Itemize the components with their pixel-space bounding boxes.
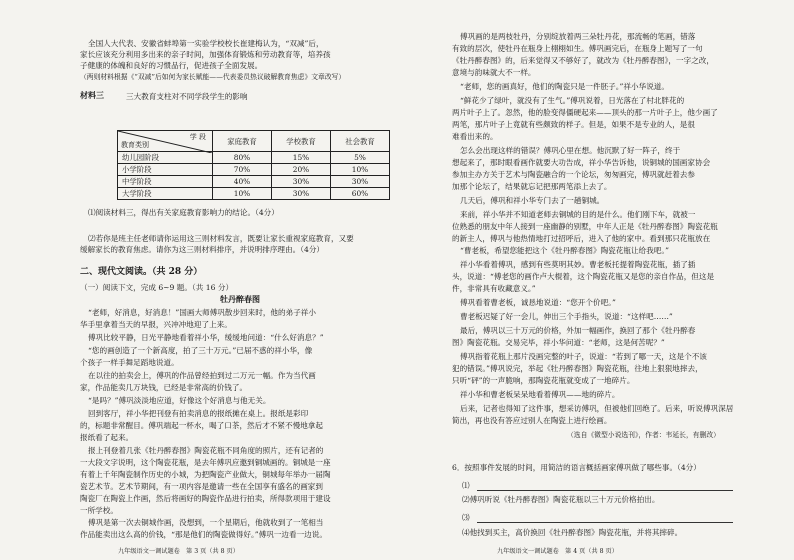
story-line: 傅巩比较平静，日光平静地看着祥小华，缓缓地问道：“什么好消息？” [88,333,324,342]
diag-stage-label: 学 段 [189,133,206,141]
story-line: 加那个论坛了，结果就忘记把那两笔添上去了。 [452,182,612,191]
story-line: “是吗？”傅巩淡淡地应道，好像这个好消息与他无关。 [88,396,271,405]
q6-item-4: ⑷他找到买主，高价换回《牡丹醉春图》陶瓷花瓶，并将其摔碎。 [462,528,683,537]
story-line: 件，非常具有收藏意义。” [452,284,536,293]
story-line: 只听“砰”的一声脆响，那陶瓷花瓶就变成了一地碎片。 [452,376,635,385]
story-line: 一大段文字说明，这个陶瓷花瓶，是去年傅巩应邀到铜城画的。铜城是一座 [80,458,331,467]
story-line: 在以往的拍卖会上，傅巩的作品曾经拍到过二万元一幅。作为当代画 [88,371,316,380]
table-cell: 30% [272,176,331,188]
table-row [118,176,390,188]
q6-item-2: ⑵傅巩听说《牡丹醉春图》陶瓷花瓶以三十万元价格拍出。 [462,495,660,504]
material2-line: 全国人大代表、安徽省蚌埠第一实验学校校长崔建梅认为，“双减”后， [88,39,324,48]
table-row [118,164,390,176]
table-cell: 小学阶段 [118,164,213,176]
table-cell: 10% [213,188,272,200]
story-line: 图》陶瓷花瓶。交易完毕，祥小华问道：“老师，这是何苦呢？” [452,338,665,347]
subsection-heading: （一）阅读下文，完成 6~9 题。（共 16 分） [80,283,234,292]
right-page [397,0,794,560]
table-cell: 10% [331,164,390,176]
story-line: 两片叶子上了。忽然，他的脸变得僵硬起来——顶头的那一片叶子上，他少画了 [452,108,718,117]
question-1: ⑴阅读材料三，得出有关家庭教育影响力的结论。（4分） [88,208,279,217]
story-line: 家，作品能卖几万块钱，已经是非常高的价钱了。 [80,383,248,392]
story-line: 华手里拿着当天的早报，兴冲冲地迎了上来。 [80,320,232,329]
table-cell: 30% [272,188,331,200]
page-footer: 九年级语文一调试题卷 第 4 页（共 8 页） [497,548,618,555]
story-line: 傅巩看着曹老板，诚恳地说道：“您开个价吧。” [460,298,616,307]
story-line: 想起来了，那时眼看画作就要大功告成，祥小华告诉他，说铜城的国画家协会 [452,158,711,167]
story-line: 两笔，那片叶子上竟就有些颇致的样子。但是，如果不是专业的人，是很 [452,120,695,129]
section-heading: 二、现代文阅读。（共 28 分） [80,267,203,277]
table-cell: 中学阶段 [118,176,213,188]
table-diagonal-header [118,131,213,152]
story-line: 作品能卖出这么高的价钱，“那是他们的陶瓷做得好。”傅巩一边看一边说。 [80,530,327,539]
story-line: 参加主办方关于艺术与陶瓷融合的一个论坛，匆匆画完，傅巩就赶着去参 [452,170,695,179]
table-cell: 40% [213,176,272,188]
q6-answer-line-3[interactable] [477,522,733,523]
question-2-line: 缓解家长的教育焦虑。请你为这三则材料排序，并说明排序理由。（4分） [80,245,325,254]
question-2-line: ⑵若你是班主任老师请你运用这三则材料发言，既要让家长重视家庭教育，又要 [88,234,354,243]
story-line: 的，标题非常醒目。傅巩端起一杯水，喝了口茶，然后才不紧不慢地拿起 [80,421,323,430]
story-line: 报上刊登着几张《牡丹醉春图》陶瓷花瓶不同角度的照片，还有记者的 [88,446,324,455]
story-line: 瓷艺术节。艺术节期间，有一项内容是邀请一些在全国享有盛名的画家到 [80,482,323,491]
story-line: 的新主人，傅巩与他热情地打过招呼后，进入了他的家中。看到那只花瓶放在 [452,234,711,243]
story-line: 怎么会出现这样的错误？傅巩心里在想。他沉默了好一阵子，终于 [460,146,681,155]
story-line: 有致的层次，使牡丹在瓶身上栩栩如生。傅巩画完后，在瓶身上题写了一句 [452,44,703,53]
material2-line: 家长应该充分利用多出来的亲子时间，加强体育锻炼和劳动教育等，培养孩 [80,50,331,59]
question-6: 6．按照事件发展的时间，用简洁的语言概括画家傅巩做了哪些事。（4分） [452,463,701,472]
table-row [118,188,390,200]
q6-item-1: ⑴ [462,481,470,490]
story-line: 祥小华看着傅巩，感到有些莫明其妙。曹老板托提着陶瓷花瓶，插了插 [460,260,696,269]
story-line: 回到客厅，祥小华把刊登有拍卖消息的报纸摊在桌上。报纸是彩印 [88,409,309,418]
table-cell: 20% [272,164,331,176]
story-line: 几天后，傅巩和祥小华专门去了一趟铜城。 [460,196,605,205]
table-cell: 80% [213,152,272,164]
material3-label: 材料三 [80,90,104,100]
story-line: “鲜花少了绿叶，就没有了生气。”傅巩说着，日光落在了村北胖花的 [460,96,685,105]
story-line: 简出，再也没有答应过别人在陶瓷上进行绘画。 [452,416,612,425]
story-line: 傅巩是第一次去铜城作画，没想到，一个星期后，他就收到了一笔相当 [88,518,324,527]
table-cell: 60% [331,188,390,200]
story-line: 难看出来的。 [452,132,498,141]
material3-title: 三大教育支柱对不同学段学生的影响 [126,92,248,101]
table-cell: 大学阶段 [118,188,213,200]
story-line: 头，说道：“傅老您的画作卢大棍着，这个陶瓷花瓶又是您的亲自作品，但这是 [452,272,715,281]
story-line: 傅巩指着花瓶上那片没画完整的叶子，说道：“若到了哪一天，这是个不该 [460,352,707,361]
table-cell: 70% [213,164,272,176]
page-footer: 九年级语文一调试题卷 第 3 页（共 8 页） [118,548,239,555]
story-line: “老师，您的画真好，他们的陶瓷只是一件胚子。”祥小华说道。 [460,82,669,91]
story-line: 《牡丹醉春图》的，后来觉得又不够好了，就改为《牡丹醉春图》，一字之改， [452,56,714,65]
story-line: “曹老板，希望您能把这个《牡丹醉春图》陶瓷花瓶让给我吧。” [460,246,669,255]
material2-source: （两则材料根据《“双减”后如何为家长赋能——代表委员热议破解教育焦虑》文章改写） [80,73,346,81]
table-cell: 30% [331,176,390,188]
table-header-cell: 社会教育 [331,131,390,152]
diag-category-label: 教育类别 [121,141,149,149]
story-line: 意境与韵味就大不一样。 [452,68,536,77]
story-line: 最后，傅巩以三十万元的价格，外加一幅画作，换回了那个《牡丹醉春 [460,326,696,335]
story-line: “您的画创造了一个新高度，拍了三十万元。”已届不惑的祥小华，像 [88,346,313,355]
q6-item-3: ⑶ [462,513,470,522]
table-cell: 5% [331,152,390,164]
story-line: 祥小华和曹老板呆呆地看着傅巩——地的碎片。 [460,390,620,399]
education-table [117,130,390,200]
story-line: 来前，祥小华并不知道老师去铜城的目的是什么。他们刚下车，就被一 [460,210,696,219]
story-line: 个孩子一样手舞足蹈地说道。 [80,358,179,367]
story-source: （选自《微型小说选刊》，作者：韦延长，有删改） [567,431,720,439]
story-line: 一所学校。 [80,506,118,515]
story-line: 陶瓷厂在陶瓷上作画，然后将画好的陶瓷作品进行拍卖，所得款项用于建设 [80,494,331,503]
table-cell: 15% [272,152,331,164]
table-cell: 幼儿园阶段 [118,152,213,164]
story-line: 位熟悉的朋友中年人接到一座幽静的别墅，中年人正是《牡丹醉春图》陶瓷花瓶 [452,222,718,231]
story-line: 犯的错误。”傅巩说完，举起《牡丹醉春图》陶瓷花瓶，往地上狠狠地摔去， [452,364,703,373]
story-line: 报纸看了起来。 [80,433,134,442]
story-line: 曹老板迟疑了好一会儿，伸出三个手指头，说道：“这样吧……” [460,312,673,321]
story-line: 有着上千年陶瓷制作历史的小城，为把陶瓷产业做大，铜城每年举办一届陶 [80,470,331,479]
story-line: 后来，记者也得知了这件事，想采访傅巩，但被他们回绝了。后来，听说傅巩深居 [460,404,734,413]
story-line: 傅巩画的是两枝牡丹，分别绽放着两三朵牡丹花，那流畅的笔画，错落 [460,32,696,41]
story-line: “老师，好消息，好消息！”国画大师傅巩散步回来时，他的弟子祥小 [88,308,316,317]
story-title: 牡丹醉春图 [220,294,260,304]
material2-line: 子健康的体魄和良好的习惯品行，促进孩子全面发展。 [80,61,263,70]
table-header-cell: 家庭教育 [213,131,272,152]
table-header-cell: 学校教育 [272,131,331,152]
table-row [118,152,390,164]
q6-answer-line-1[interactable] [477,490,733,491]
